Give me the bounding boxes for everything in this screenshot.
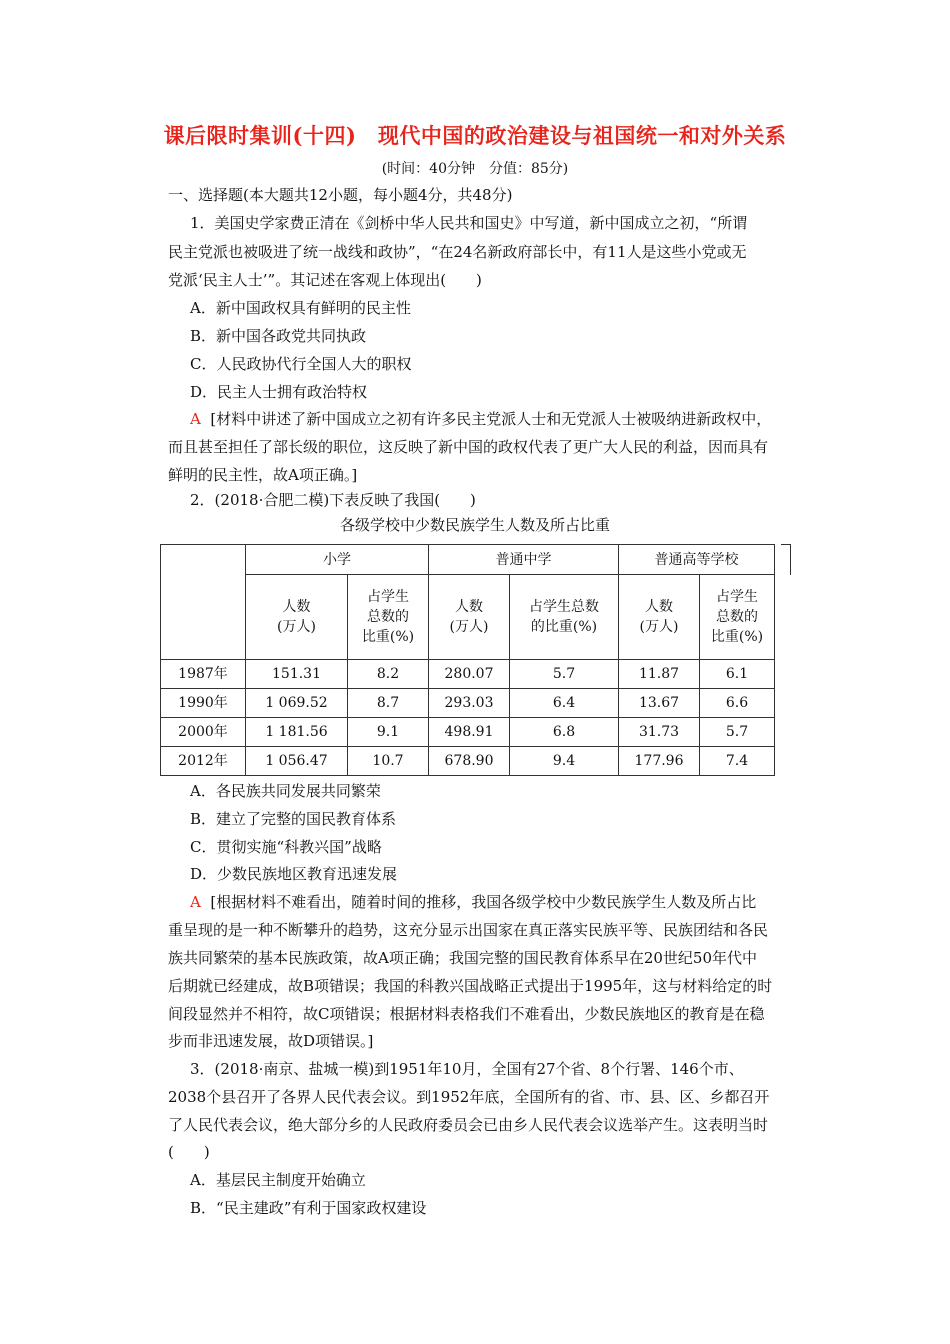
- q1-option-a: A．新中国政权具有鲜明的民主性: [190, 299, 411, 317]
- q2-answer: A: [190, 893, 201, 911]
- q3-stem-line: 3．(2018·南京、盐城一模)到1951年10月，全国有27个省、8个行署、146个市、: [190, 1060, 744, 1078]
- table-cell: 1990年: [161, 689, 246, 718]
- table-sub-header: 占学生 总数的 比重(%): [348, 575, 429, 660]
- q2-explanation-line: 族共同繁荣的基本民族政策，故A项正确；我国完整的国民教育体系早在20世纪50年代中: [168, 949, 758, 967]
- table-cell: 6.4: [510, 689, 619, 718]
- table-cell: 177.96: [619, 747, 700, 776]
- q1-stem-line: 民主党派也被吸进了统一战线和政协”，“在24名新政府部长中，有11人是这些小党或无: [168, 243, 747, 261]
- q1-explanation-line: 而且甚至担任了部长级的职位，这反映了新中国的政权代表了更广大人民的利益，因而具有: [168, 438, 769, 456]
- table-cell: 280.07: [429, 660, 510, 689]
- table-cell: 1 181.56: [246, 718, 348, 747]
- page-title: 课后限时集训(十四) 现代中国的政治建设与祖国统一和对外关系: [163, 123, 787, 148]
- q3-stem-line: 了人民代表会议，绝大部分乡的人民政府委员会已由乡人民代表会议选举产生。这表明当时: [168, 1116, 769, 1134]
- q2-explanation-line: 间段显然并不相符，故C项错误；根据材料表格我们不难看出，少数民族地区的教育是在稳: [168, 1005, 765, 1023]
- table-cell: 7.4: [700, 747, 775, 776]
- q1-stem-line: 1．美国史学家费正清在《剑桥中华人民共和国史》中写道，新中国成立之初，“所谓: [190, 214, 748, 232]
- q1-answer: A: [190, 410, 201, 428]
- table-group-header: 小学: [246, 545, 429, 575]
- q2-explanation-line: 重呈现的是一种不断攀升的趋势，这充分显示出国家在真正落实民族平等、民族团结和各民: [168, 921, 769, 939]
- table-row: [161, 660, 775, 689]
- q1-option-d: D．民主人士拥有政治特权: [190, 383, 368, 401]
- table-sub-header: 人数 (万人): [429, 575, 510, 660]
- table-cell: 13.67: [619, 689, 700, 718]
- table-cell: 6.8: [510, 718, 619, 747]
- table-row: [161, 718, 775, 747]
- table-cell: 6.6: [700, 689, 775, 718]
- table-cell: 9.1: [348, 718, 429, 747]
- table-cell: 5.7: [510, 660, 619, 689]
- q1-option-c: C．人民政协代行全国人大的职权: [190, 355, 412, 373]
- q3-option-b: B．“民主建政”有利于国家政权建设: [190, 1199, 427, 1217]
- q3-option-a: A．基层民主制度开始确立: [190, 1171, 366, 1189]
- table-header-overhang: [781, 544, 791, 575]
- table-cell: 11.87: [619, 660, 700, 689]
- table-group-header: 普通高等学校: [619, 545, 775, 575]
- table-sub-header: 占学生 总数的 比重(%): [700, 575, 775, 660]
- table-sub-header: 人数 (万人): [619, 575, 700, 660]
- data-table: [160, 544, 775, 776]
- table-cell: 2000年: [161, 718, 246, 747]
- q2-explanation-line: 步而非迅速发展，故D项错误。]: [168, 1032, 374, 1050]
- page-subtitle: (时间：40分钟 分值：85分): [381, 161, 569, 177]
- table-row: [161, 689, 775, 718]
- q1-explanation-line: [190, 409, 771, 429]
- table-group-header: 普通中学: [429, 545, 619, 575]
- table-row: [161, 747, 775, 776]
- table-cell: 9.4: [510, 747, 619, 776]
- table-cell: 1 069.52: [246, 689, 348, 718]
- table-cell: 10.7: [348, 747, 429, 776]
- table-cell: 6.1: [700, 660, 775, 689]
- table-cell: 1 056.47: [246, 747, 348, 776]
- q2-option-d: D．少数民族地区教育迅速发展: [190, 865, 398, 883]
- table-cell: 8.2: [348, 660, 429, 689]
- q3-stem-line: ( ): [168, 1143, 210, 1161]
- q2-explanation-text: [根据材料不难看出，随着时间的推移，我国各级学校中少数民族学生人数及所占比: [210, 893, 757, 911]
- table-cell: 5.7: [700, 718, 775, 747]
- table-cell: 678.90: [429, 747, 510, 776]
- q2-stem: 2．(2018·合肥二模)下表反映了我国( ): [190, 491, 476, 509]
- q1-option-b: B．新中国各政党共同执政: [190, 327, 367, 345]
- q2-option-b: B．建立了完整的国民教育体系: [190, 810, 397, 828]
- table-cell: 1987年: [161, 660, 246, 689]
- table-cell: 498.91: [429, 718, 510, 747]
- table-cell: 2012年: [161, 747, 246, 776]
- table-corner-cell: [161, 545, 246, 660]
- q2-explanation-line: 后期就已经建成，故B项错误；我国的科教兴国战略正式提出于1995年，这与材料给定的时: [168, 977, 773, 995]
- q2-option-a: A．各民族共同发展共同繁荣: [190, 782, 381, 800]
- table-sub-header: 占学生总数 的比重(%): [510, 575, 619, 660]
- q2-option-c: C．贯彻实施“科教兴国”战略: [190, 838, 382, 856]
- q1-explanation-text: [材料中讲述了新中国成立之初有许多民主党派人士和无党派人士被吸纳进新政权中，: [210, 410, 772, 428]
- table-cell: 151.31: [246, 660, 348, 689]
- table-sub-header: 人数 (万人): [246, 575, 348, 660]
- q3-stem-line: 2038个县召开了各界人民代表会议。到1952年底，全国所有的省、市、县、区、乡都召开: [168, 1088, 770, 1106]
- q1-stem-line: 党派‘民主人士’”。其记述在客观上体现出( ): [168, 271, 482, 289]
- q2-explanation-line: [190, 892, 756, 912]
- table-caption: 各级学校中少数民族学生人数及所占比重: [339, 516, 610, 534]
- q1-explanation-line: 鲜明的民主性，故A项正确。]: [168, 466, 358, 484]
- section-heading: 一、选择题(本大题共12小题，每小题4分，共48分): [168, 186, 513, 204]
- table-cell: 293.03: [429, 689, 510, 718]
- table-cell: 8.7: [348, 689, 429, 718]
- table-cell: 31.73: [619, 718, 700, 747]
